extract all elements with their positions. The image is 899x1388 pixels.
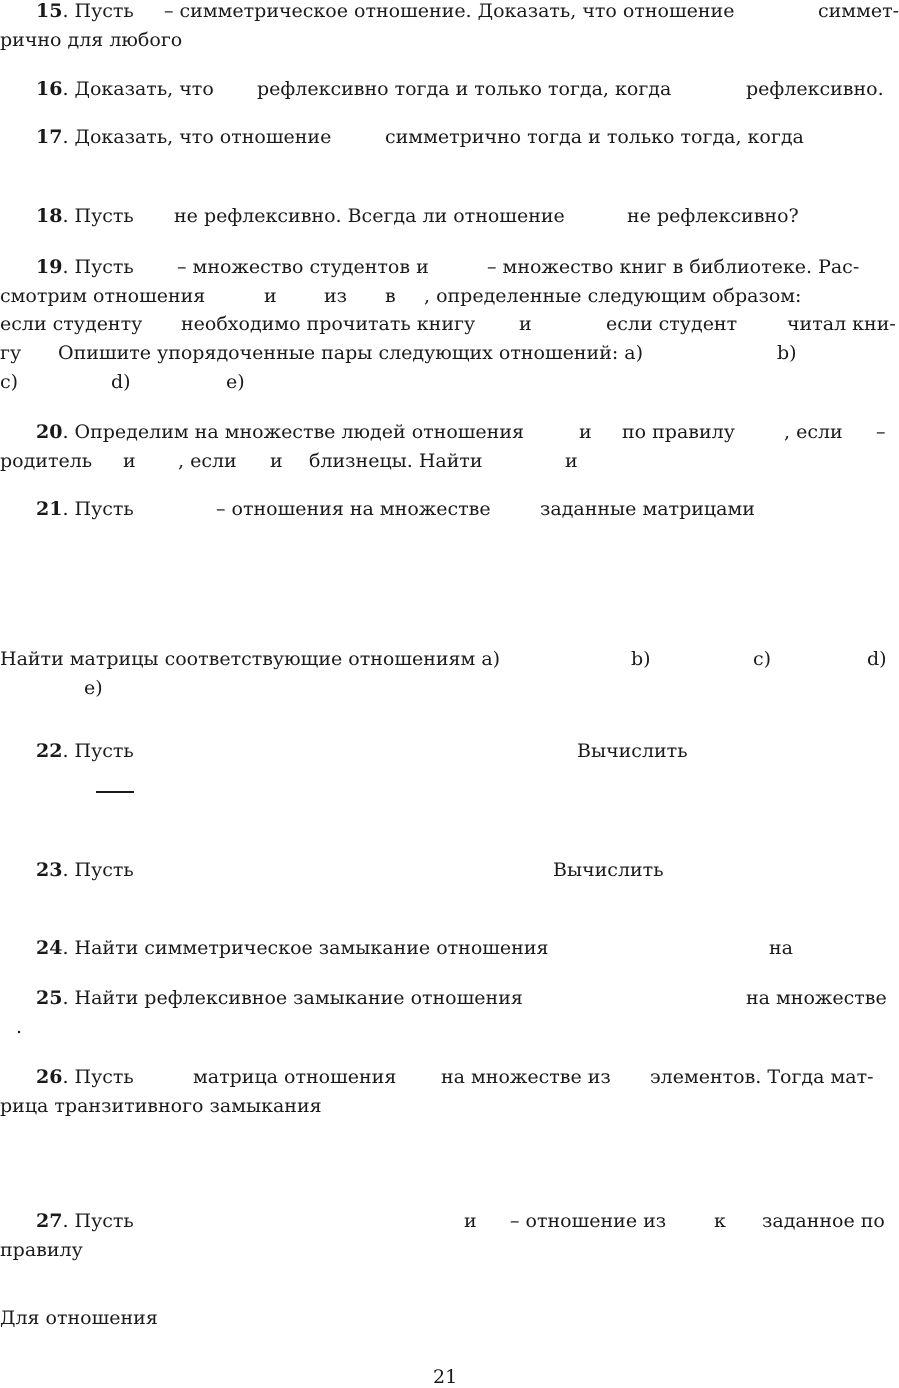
fraction-bar	[96, 791, 134, 793]
problem-text: элементов. Тогда мат-	[650, 1066, 874, 1088]
problem-text: и	[464, 1210, 477, 1232]
problem-number: 23	[36, 859, 63, 881]
problem-number: 17	[36, 126, 63, 148]
problem-text: . Пусть	[62, 740, 134, 762]
problem-text: смотрим отношения	[0, 285, 206, 307]
problem-text: – множество книг в библиотеке. Рас-	[487, 256, 860, 278]
problem-text: Для отношения	[0, 1307, 158, 1329]
problem-text: не рефлексивно. Всегда ли отношение	[174, 205, 565, 227]
problem-number: 24	[36, 937, 63, 959]
problem-text: .	[16, 1016, 23, 1038]
problem-number: 15	[36, 0, 63, 22]
problem-text: – отношения на множестве	[216, 498, 491, 520]
problem-text: симметрично тогда и только тогда, когда	[385, 126, 804, 148]
problem-text: – множество студентов и	[177, 256, 429, 278]
problem-text: , если	[178, 450, 237, 472]
problem-text: . Пусть	[62, 859, 134, 881]
problem-text: если студент	[606, 313, 738, 335]
problem-text: родитель	[0, 450, 93, 472]
problem-text: и	[579, 421, 592, 443]
problem-text: и	[519, 313, 532, 335]
problem-text: необходимо прочитать книгу	[181, 313, 476, 335]
problem-text: на множестве из	[441, 1066, 611, 1088]
problem-text: рефлексивно тогда и только тогда, когда	[257, 78, 672, 100]
problem-text: b)	[777, 342, 797, 364]
problem-text: . Пусть	[62, 1210, 134, 1232]
problem-text: . Определим на множестве людей отношения	[62, 421, 524, 443]
problem-text: c)	[0, 371, 19, 393]
problem-text: на множестве	[746, 987, 887, 1009]
problem-text: и	[270, 450, 283, 472]
problem-text: d)	[867, 648, 887, 670]
problem-number: 20	[36, 421, 63, 443]
problem-number: 22	[36, 740, 63, 762]
problem-19-line-1	[36, 256, 134, 278]
problem-text: e)	[226, 371, 245, 393]
problem-text: . Найти симметрическое замыкание отношения	[62, 937, 549, 959]
problem-text: рефлексивно.	[746, 78, 884, 100]
problem-text: правилу	[0, 1239, 83, 1261]
problem-text: . Пусть	[62, 205, 134, 227]
problem-text: матрица отношения	[193, 1066, 397, 1088]
problem-number: 26	[36, 1066, 63, 1088]
problem-text: из	[324, 285, 348, 307]
problem-text: . Найти рефлексивное замыкание отношения	[62, 987, 523, 1009]
problem-text: . Пусть	[62, 498, 134, 520]
problem-text: e)	[84, 677, 103, 699]
problem-text: . Пусть	[62, 256, 134, 278]
problem-16-line-1	[36, 78, 214, 100]
problem-text: . Пусть	[62, 1066, 134, 1088]
problem-text: по правилу	[622, 421, 735, 443]
problem-text: и	[264, 285, 277, 307]
problem-22-line-1	[36, 740, 134, 762]
problem-text: b)	[631, 648, 651, 670]
problem-text: рица транзитивного замыкания	[0, 1095, 322, 1117]
problem-text: не рефлексивно?	[627, 205, 799, 227]
problem-text: в	[385, 285, 396, 307]
problem-text: Вычислить	[553, 859, 664, 881]
problem-text: Опишите упорядоченные пары следующих отношений: a)	[58, 342, 644, 364]
problem-text: если студенту	[0, 313, 143, 335]
problem-text: , если	[784, 421, 843, 443]
problem-text: и	[565, 450, 578, 472]
problem-text: – симметрическое отношение. Доказать, что отношение	[164, 0, 735, 22]
problem-text: симмет-	[818, 0, 899, 22]
problem-27-line-1	[36, 1210, 134, 1232]
problem-text: . Пусть	[62, 0, 134, 22]
problem-text: , определенные следующим образом:	[424, 285, 802, 307]
problem-text: d)	[111, 371, 131, 393]
problem-text: c)	[753, 648, 772, 670]
problem-text: Найти матрицы соответствующие отношениям a)	[0, 648, 501, 670]
problem-text: гу	[0, 342, 22, 364]
problem-15-line-1	[36, 0, 134, 22]
problem-text: Вычислить	[577, 740, 688, 762]
problem-text: – отношение из	[510, 1210, 667, 1232]
problem-text: читал кни-	[787, 313, 896, 335]
problem-23-line-1	[36, 859, 134, 881]
problem-24-line-1	[36, 937, 548, 959]
problem-text: . Доказать, что	[62, 78, 214, 100]
problem-20-line-1	[36, 421, 524, 443]
problem-number: 27	[36, 1210, 63, 1232]
problem-18-line-1	[36, 205, 134, 227]
problem-21-line-1	[36, 498, 134, 520]
problem-text: на	[769, 937, 793, 959]
problem-number: 21	[36, 498, 63, 520]
problem-text: –	[876, 421, 886, 443]
problem-17-line-1	[36, 126, 331, 148]
problem-25-line-1	[36, 987, 523, 1009]
problem-text: рично для любого	[0, 29, 183, 51]
problem-text: к	[714, 1210, 726, 1232]
problem-text: заданные матрицами	[540, 498, 755, 520]
problem-number: 16	[36, 78, 63, 100]
problem-26-line-1	[36, 1066, 134, 1088]
problem-text: заданное по	[762, 1210, 885, 1232]
problem-number: 19	[36, 256, 63, 278]
problem-text: . Доказать, что отношение	[62, 126, 332, 148]
problem-text: близнецы. Найти	[309, 450, 483, 472]
problem-text: и	[123, 450, 136, 472]
problem-number: 25	[36, 987, 63, 1009]
problem-number: 18	[36, 205, 63, 227]
page-number: 21	[433, 1366, 458, 1388]
